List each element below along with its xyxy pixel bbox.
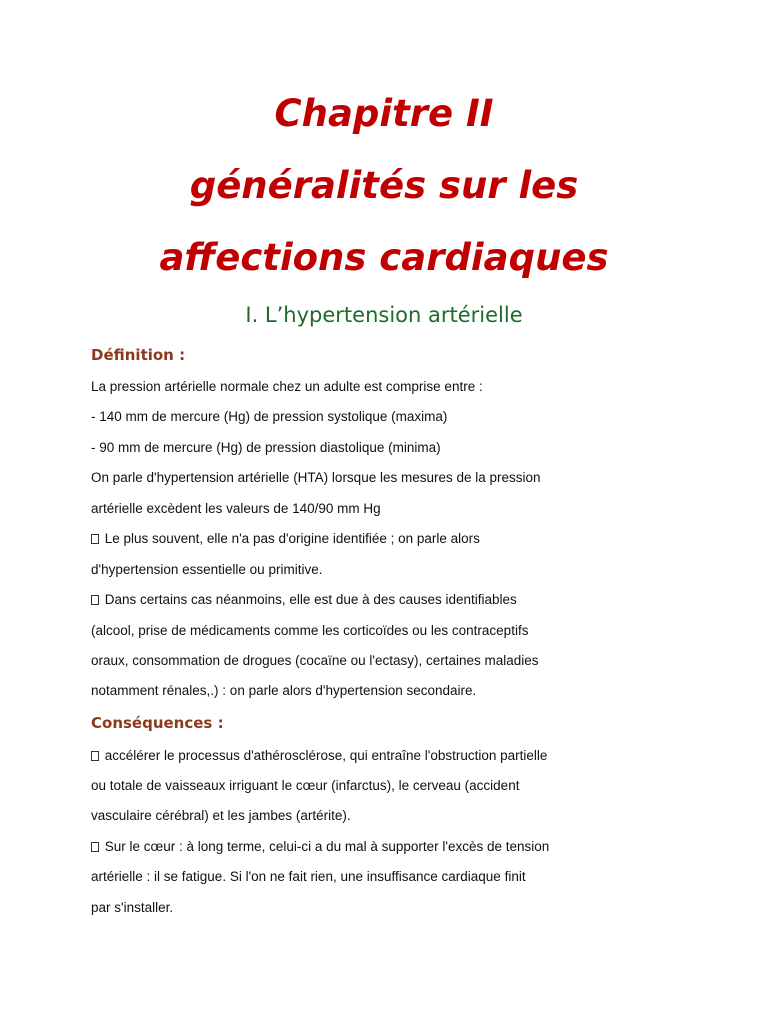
definition-line: d'hypertension essentielle ou primitive. [91,562,323,577]
missing-glyph-box-icon [91,842,99,852]
chapter-title [0,88,768,304]
missing-glyph-box-icon [91,534,99,544]
chapter-title-line-1: Chapitre II [274,92,494,135]
consequences-heading: Conséquences : [91,714,224,732]
definition-line: artérielle excèdent les valeurs de 140/90 mm Hg [91,501,381,516]
consequences-line: ou totale de vaisseaux irriguant le cœur (infarctus), le cerveau (accident [91,778,520,793]
chapter-title-line-2: généralités sur les [189,164,579,207]
consequences-line: artérielle : il se fatigue. Si l'on ne fait rien, une insuffisance cardiaque finit [91,869,526,884]
definition-line-text: Le plus souvent, elle n'a pas d'origine identifiée ; on parle alors [104,531,480,546]
consequences-line: vasculaire cérébral) et les jambes (artérite). [91,808,351,823]
definition-line: On parle d'hypertension artérielle (HTA) lorsque les mesures de la pression [91,470,541,485]
definition-bullet-line [91,529,480,549]
definition-line: La pression artérielle normale chez un adulte est comprise entre : [91,379,483,394]
definition-line: (alcool, prise de médicaments comme les corticoïdes ou les contraceptifs [91,623,529,638]
consequences-bullet-line [91,746,547,766]
consequences-line: par s'installer. [91,900,174,915]
definition-line: oraux, consommation de drogues (cocaïne ou l'ectasy), certaines maladies [91,653,539,668]
definition-line: - 90 mm de mercure (Hg) de pression diastolique (minima) [91,440,441,455]
chapter-title-line-3: affections cardiaques [159,236,609,279]
section-heading: I. L’hypertension artérielle [245,303,523,327]
definition-line-text: Dans certains cas néanmoins, elle est due à des causes identifiables [104,592,517,607]
definition-bullet-line [91,590,517,610]
consequences-line-text: accélérer le processus d'athérosclérose, qui entraîne l'obstruction partielle [104,748,548,763]
definition-heading: Définition : [91,346,186,364]
consequences-bullet-line [91,837,549,857]
definition-line: notamment rénales,.) : on parle alors d'hypertension secondaire. [91,683,477,698]
consequences-line-text: Sur le cœur : à long terme, celui-ci a du mal à supporter l'excès de tension [104,839,550,854]
missing-glyph-box-icon [91,595,99,605]
missing-glyph-box-icon [91,751,99,761]
definition-line: - 140 mm de mercure (Hg) de pression systolique (maxima) [91,409,448,424]
